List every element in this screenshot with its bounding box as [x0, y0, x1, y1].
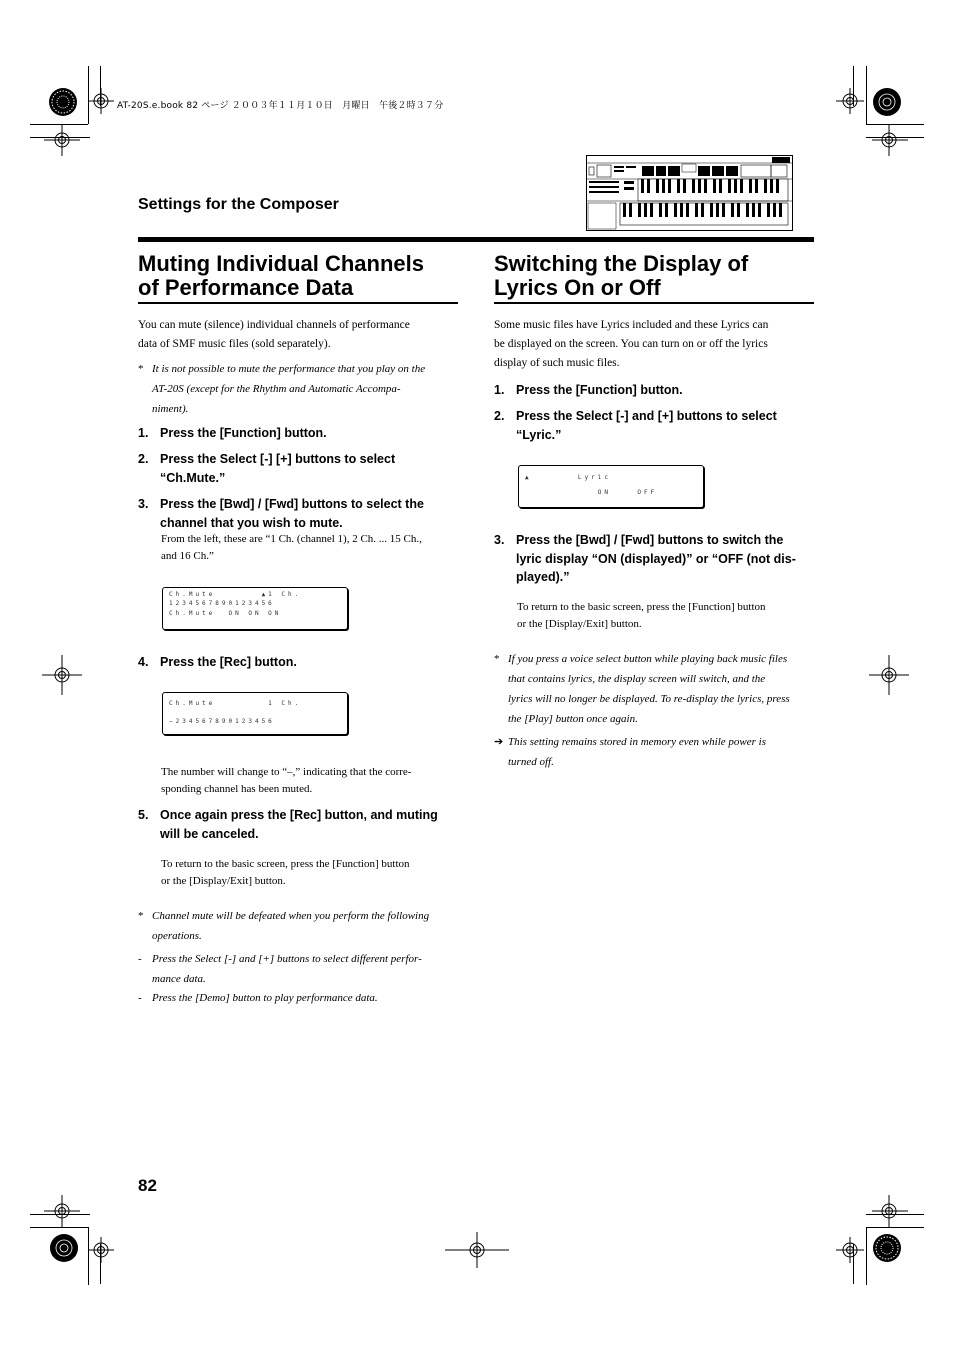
left-return-text: [161, 856, 410, 890]
note-marker: *: [494, 653, 500, 665]
lcd-row: 1234567890123456: [169, 600, 275, 607]
left-title-line: of Performance Data: [138, 275, 354, 300]
text-line: the [Play] button once again.: [508, 713, 638, 725]
right-intro: [494, 316, 768, 373]
step-text: Press the [Function] button.: [160, 426, 327, 440]
note-marker: -: [138, 953, 142, 965]
step-number: 3.: [494, 533, 505, 547]
crosshair-icon: [44, 124, 80, 156]
lcd-row: ON OFF: [525, 489, 658, 496]
crosshair-icon: [42, 655, 82, 695]
text-line: be displayed on the screen. You can turn on or off the lyrics: [494, 338, 768, 350]
lcd-row: Ch.Mute 1 Ch.: [169, 700, 302, 707]
section-label: Settings for the Composer: [138, 196, 339, 213]
text-line: Press the [Demo] button to play performance data.: [152, 992, 378, 1004]
text-line: and 16 Ch.”: [161, 550, 214, 562]
step-text: Press the [Function] button.: [516, 383, 683, 397]
starburst-target-icon: [873, 1234, 901, 1262]
left-step-4: [138, 653, 458, 673]
text-line: “Lyric.”: [516, 427, 562, 442]
step-number: 1.: [138, 426, 149, 440]
lcd-row: Ch.Mute ▲1 Ch.: [169, 591, 302, 598]
crosshair-icon: [88, 88, 114, 114]
step-text: [516, 407, 777, 444]
lcd-row: –234567890123456: [169, 718, 275, 725]
page-number: 82: [138, 1176, 157, 1195]
step-number: 5.: [138, 808, 149, 822]
note-text: [152, 988, 378, 1008]
text-line: Press the Select [-] and [+] buttons to select: [516, 409, 777, 423]
text-line: Once again press the [Rec] button, and muting: [160, 808, 438, 822]
text-line: turned off.: [508, 756, 554, 768]
text-line: This setting remains stored in memory even while power is: [508, 736, 766, 748]
lcd-row: ▲ Lyric: [525, 474, 611, 481]
note-marker: *: [138, 363, 144, 375]
print-header: AT-20S.e.book 82 ページ ２００３年１１月１０日 月曜日 午後２時３７分: [117, 101, 444, 111]
right-title-line: Switching the Display of: [494, 251, 749, 276]
text-line: sponding channel has been muted.: [161, 783, 313, 795]
left-step-3-body: [161, 531, 422, 565]
step-text: Press the [Rec] button.: [160, 655, 297, 669]
organ-illustration: [586, 155, 793, 231]
lcd-display-channel-muted: [162, 692, 348, 735]
right-note-2: [494, 732, 814, 772]
text-line: that contains lyrics, the display screen will switch, and the: [508, 673, 766, 685]
arrow-right-icon: ➔: [494, 736, 504, 748]
text-line: You can mute (silence) individual channels of performance: [138, 319, 410, 331]
text-line: data of SMF music files (sold separately).: [138, 338, 331, 350]
right-title-rule: [494, 302, 814, 304]
text-line: AT-20S (except for the Rhythm and Automatic Accompa-: [152, 383, 401, 395]
step-text: [160, 450, 395, 487]
crosshair-icon: [869, 655, 909, 695]
text-line: If you press a voice select button while playing back music files: [508, 653, 788, 665]
starburst-target-icon: [873, 88, 901, 116]
left-dash-1: [138, 949, 458, 989]
text-line: mance data.: [152, 973, 206, 985]
crosshair-icon: [836, 1237, 864, 1263]
text-line: channel that you wish to mute.: [160, 515, 343, 530]
step-text: [516, 531, 796, 587]
right-note-1: [494, 649, 814, 729]
right-step-1: [494, 381, 814, 401]
crosshair-icon: [872, 1195, 908, 1227]
text-line: or the [Display/Exit] button.: [517, 618, 642, 630]
text-line: “Ch.Mute.”: [160, 470, 226, 485]
text-line: The number will change to “–,” indicating that the corre-: [161, 766, 412, 778]
text-line: display of such music files.: [494, 357, 620, 369]
right-return-text: [517, 599, 766, 633]
text-line: lyrics will no longer be displayed. To re-display the lyrics, press: [508, 693, 790, 705]
step-text: [160, 806, 438, 843]
crosshair-icon: [445, 1232, 509, 1268]
left-dash-2: [138, 988, 458, 1008]
header-rule: [138, 237, 814, 242]
left-title: [138, 252, 424, 300]
crosshair-icon: [88, 1237, 114, 1263]
note-text: [152, 906, 429, 946]
text-line: To return to the basic screen, press the [Function] button: [161, 858, 410, 870]
right-step-2: [494, 407, 814, 445]
text-line: Press the [Bwd] / [Fwd] buttons to select the: [160, 497, 424, 511]
left-note-1: [138, 359, 458, 419]
step-text: [160, 495, 424, 532]
step-number: 1.: [494, 383, 505, 397]
step-number: 3.: [138, 497, 149, 511]
step-number: 4.: [138, 655, 149, 669]
lcd-display-channel-mute: [162, 587, 348, 630]
text-line: Press the [Bwd] / [Fwd] buttons to switch the: [516, 533, 784, 547]
left-step-4-body: [161, 764, 411, 798]
starburst-target-icon: [49, 88, 77, 116]
crosshair-icon: [872, 124, 908, 156]
note-text: [152, 359, 425, 419]
left-step-2: [138, 450, 458, 488]
left-title-line: Muting Individual Channels: [138, 251, 424, 276]
text-line: Some music files have Lyrics included and these Lyrics can: [494, 319, 769, 331]
lcd-display-lyric: [518, 465, 704, 508]
left-step-3: [138, 495, 458, 533]
text-line: To return to the basic screen, press the [Function] button: [517, 601, 766, 613]
text-line: niment).: [152, 403, 189, 415]
text-line: Press the Select [-] [+] buttons to select: [160, 452, 396, 466]
text-line: It is not possible to mute the performance that you play on the: [152, 363, 426, 375]
note-text: [152, 949, 422, 989]
lcd-row: Ch.Mute ON ON ON: [169, 610, 282, 617]
text-line: or the [Display/Exit] button.: [161, 875, 286, 887]
note-marker: *: [138, 910, 144, 922]
left-intro: [138, 316, 410, 354]
right-title-line: Lyrics On or Off: [494, 275, 661, 300]
right-step-3: [494, 531, 814, 587]
note-text: [508, 649, 790, 729]
left-note-2: [138, 906, 458, 946]
text-line: operations.: [152, 930, 202, 942]
right-title: [494, 252, 748, 300]
note-text: [508, 732, 766, 772]
text-line: lyric display “ON (displayed)” or “OFF (not dis-: [516, 551, 796, 566]
text-line: Channel mute will be defeated when you perform the following: [152, 910, 430, 922]
crosshair-icon: [836, 88, 864, 114]
left-step-5: [138, 806, 458, 844]
text-line: From the left, these are “1 Ch. (channel 1), 2 Ch. ... 15 Ch.,: [161, 533, 422, 545]
step-number: 2.: [138, 452, 149, 466]
crosshair-icon: [44, 1195, 80, 1227]
text-line: Press the Select [-] and [+] buttons to select different perfor-: [152, 953, 422, 965]
left-step-1: [138, 424, 458, 444]
text-line: will be canceled.: [160, 826, 259, 841]
note-marker: -: [138, 992, 142, 1004]
left-title-rule: [138, 302, 458, 304]
text-line: played).”: [516, 570, 570, 584]
step-number: 2.: [494, 409, 505, 423]
starburst-target-icon: [50, 1234, 78, 1262]
